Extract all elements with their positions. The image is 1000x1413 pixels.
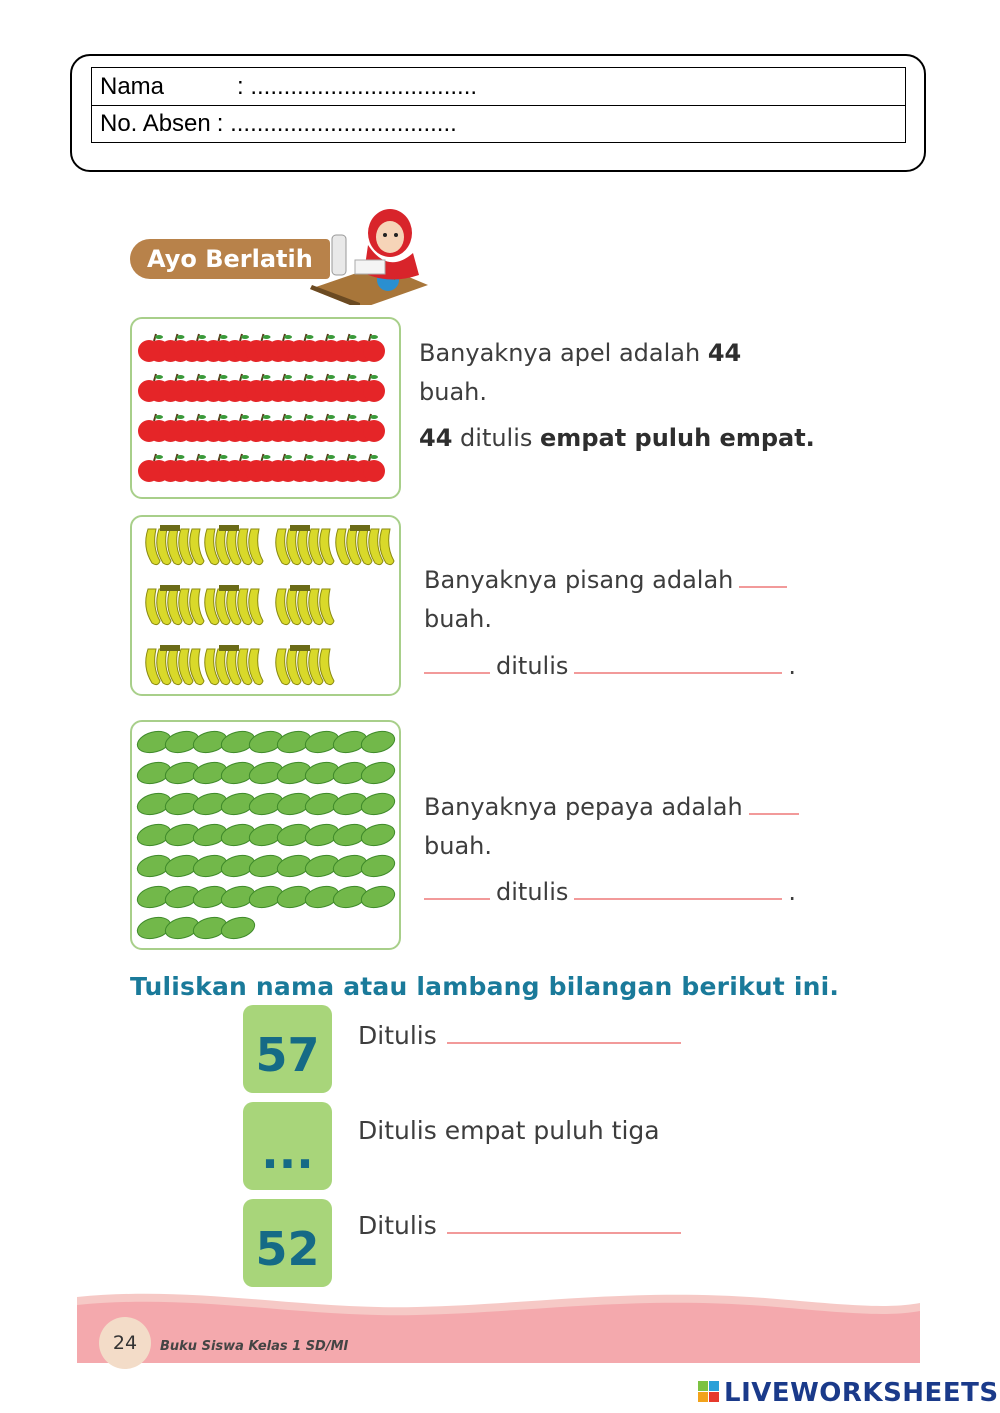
papaya-count-blank[interactable] (749, 812, 799, 815)
liveworksheets-logo-icon (698, 1381, 720, 1403)
write-row-1-label: Ditulis (358, 1021, 437, 1050)
banana-line-3 (424, 652, 796, 680)
apple-line-1-text: Banyaknya apel adalah (419, 339, 708, 367)
papaya-panel (130, 720, 401, 950)
brand-name: LIVEWORKSHEETS (724, 1378, 999, 1408)
absen-field[interactable]: : .................................. (216, 110, 457, 137)
papaya-icon (219, 914, 257, 942)
banana-ditulis: ditulis (496, 652, 569, 680)
papaya-icon (359, 852, 397, 880)
student-info-box (70, 54, 926, 172)
papaya-icon (359, 821, 397, 849)
papaya-icon (359, 759, 397, 787)
write-row-3 (358, 1211, 687, 1240)
banana-icon (205, 645, 263, 685)
papaya-icon (359, 790, 397, 818)
banana-icon (146, 585, 204, 625)
banana-icon (205, 525, 263, 565)
banana-panel (130, 515, 401, 696)
papaya-line-2: buah. (424, 832, 492, 860)
number-box-2[interactable]: ... (243, 1102, 332, 1190)
banana-line-2: buah. (424, 605, 492, 633)
absen-label: No. Absen (100, 110, 211, 137)
apple-grid (132, 319, 399, 497)
ayo-berlatih-banner: Ayo Berlatih (130, 239, 330, 279)
number-box-1: 57 (243, 1005, 332, 1093)
papaya-icon (359, 728, 397, 756)
banana-icon (276, 585, 334, 625)
apple-icon (353, 334, 385, 362)
name-row (92, 68, 905, 105)
name-field[interactable]: : .................................. (237, 72, 478, 100)
apple-line-2: buah. (419, 378, 487, 406)
banana-icon (276, 645, 334, 685)
section-title: Tuliskan nama atau lambang bilangan berikut ini. (130, 972, 840, 1001)
banana-icon (146, 645, 204, 685)
banana-grid (132, 517, 399, 694)
page-number: 24 (99, 1317, 151, 1369)
banana-count-blank[interactable] (739, 585, 787, 588)
apple-count: 44 (707, 339, 742, 367)
papaya-period: . (788, 878, 797, 906)
apple-number: 44 (419, 424, 453, 452)
banana-icon (146, 525, 204, 565)
name-label: Nama (100, 72, 165, 100)
papaya-line-1 (424, 793, 805, 821)
banana-icon (205, 585, 263, 625)
apple-ditulis: ditulis (452, 424, 541, 452)
apple-line-3 (419, 424, 815, 452)
apple-words: empat puluh empat. (540, 424, 815, 452)
write-row-1 (358, 1021, 687, 1050)
banana-period: . (788, 652, 797, 680)
banana-words-blank[interactable] (574, 671, 782, 674)
papaya-line-3 (424, 878, 796, 906)
write-row-3-blank[interactable] (447, 1231, 681, 1234)
write-row-1-blank[interactable] (447, 1041, 681, 1044)
apple-line-1 (419, 339, 741, 367)
banana-line-1 (424, 566, 793, 594)
banana-icon (276, 525, 334, 565)
banana-number-blank[interactable] (424, 671, 490, 674)
papaya-icon (359, 883, 397, 911)
banana-line-1-text: Banyaknya pisang adalah (424, 566, 734, 594)
banana-icon (336, 525, 394, 565)
apple-panel (130, 317, 401, 499)
apple-icon (353, 454, 385, 482)
papaya-words-blank[interactable] (574, 897, 782, 900)
student-info-table (91, 67, 906, 143)
absen-row (92, 105, 905, 142)
papaya-grid (132, 722, 399, 948)
papaya-line-1-text: Banyaknya pepaya adalah (424, 793, 743, 821)
write-row-3-label: Ditulis (358, 1211, 437, 1240)
girl-illustration (310, 205, 430, 305)
apple-icon (353, 374, 385, 402)
papaya-number-blank[interactable] (424, 897, 490, 900)
book-title: Buku Siswa Kelas 1 SD/MI (160, 1339, 349, 1354)
write-row-2: Ditulis empat puluh tiga (358, 1116, 660, 1145)
number-box-3: 52 (243, 1199, 332, 1287)
papaya-ditulis: ditulis (496, 878, 569, 906)
apple-icon (353, 414, 385, 442)
